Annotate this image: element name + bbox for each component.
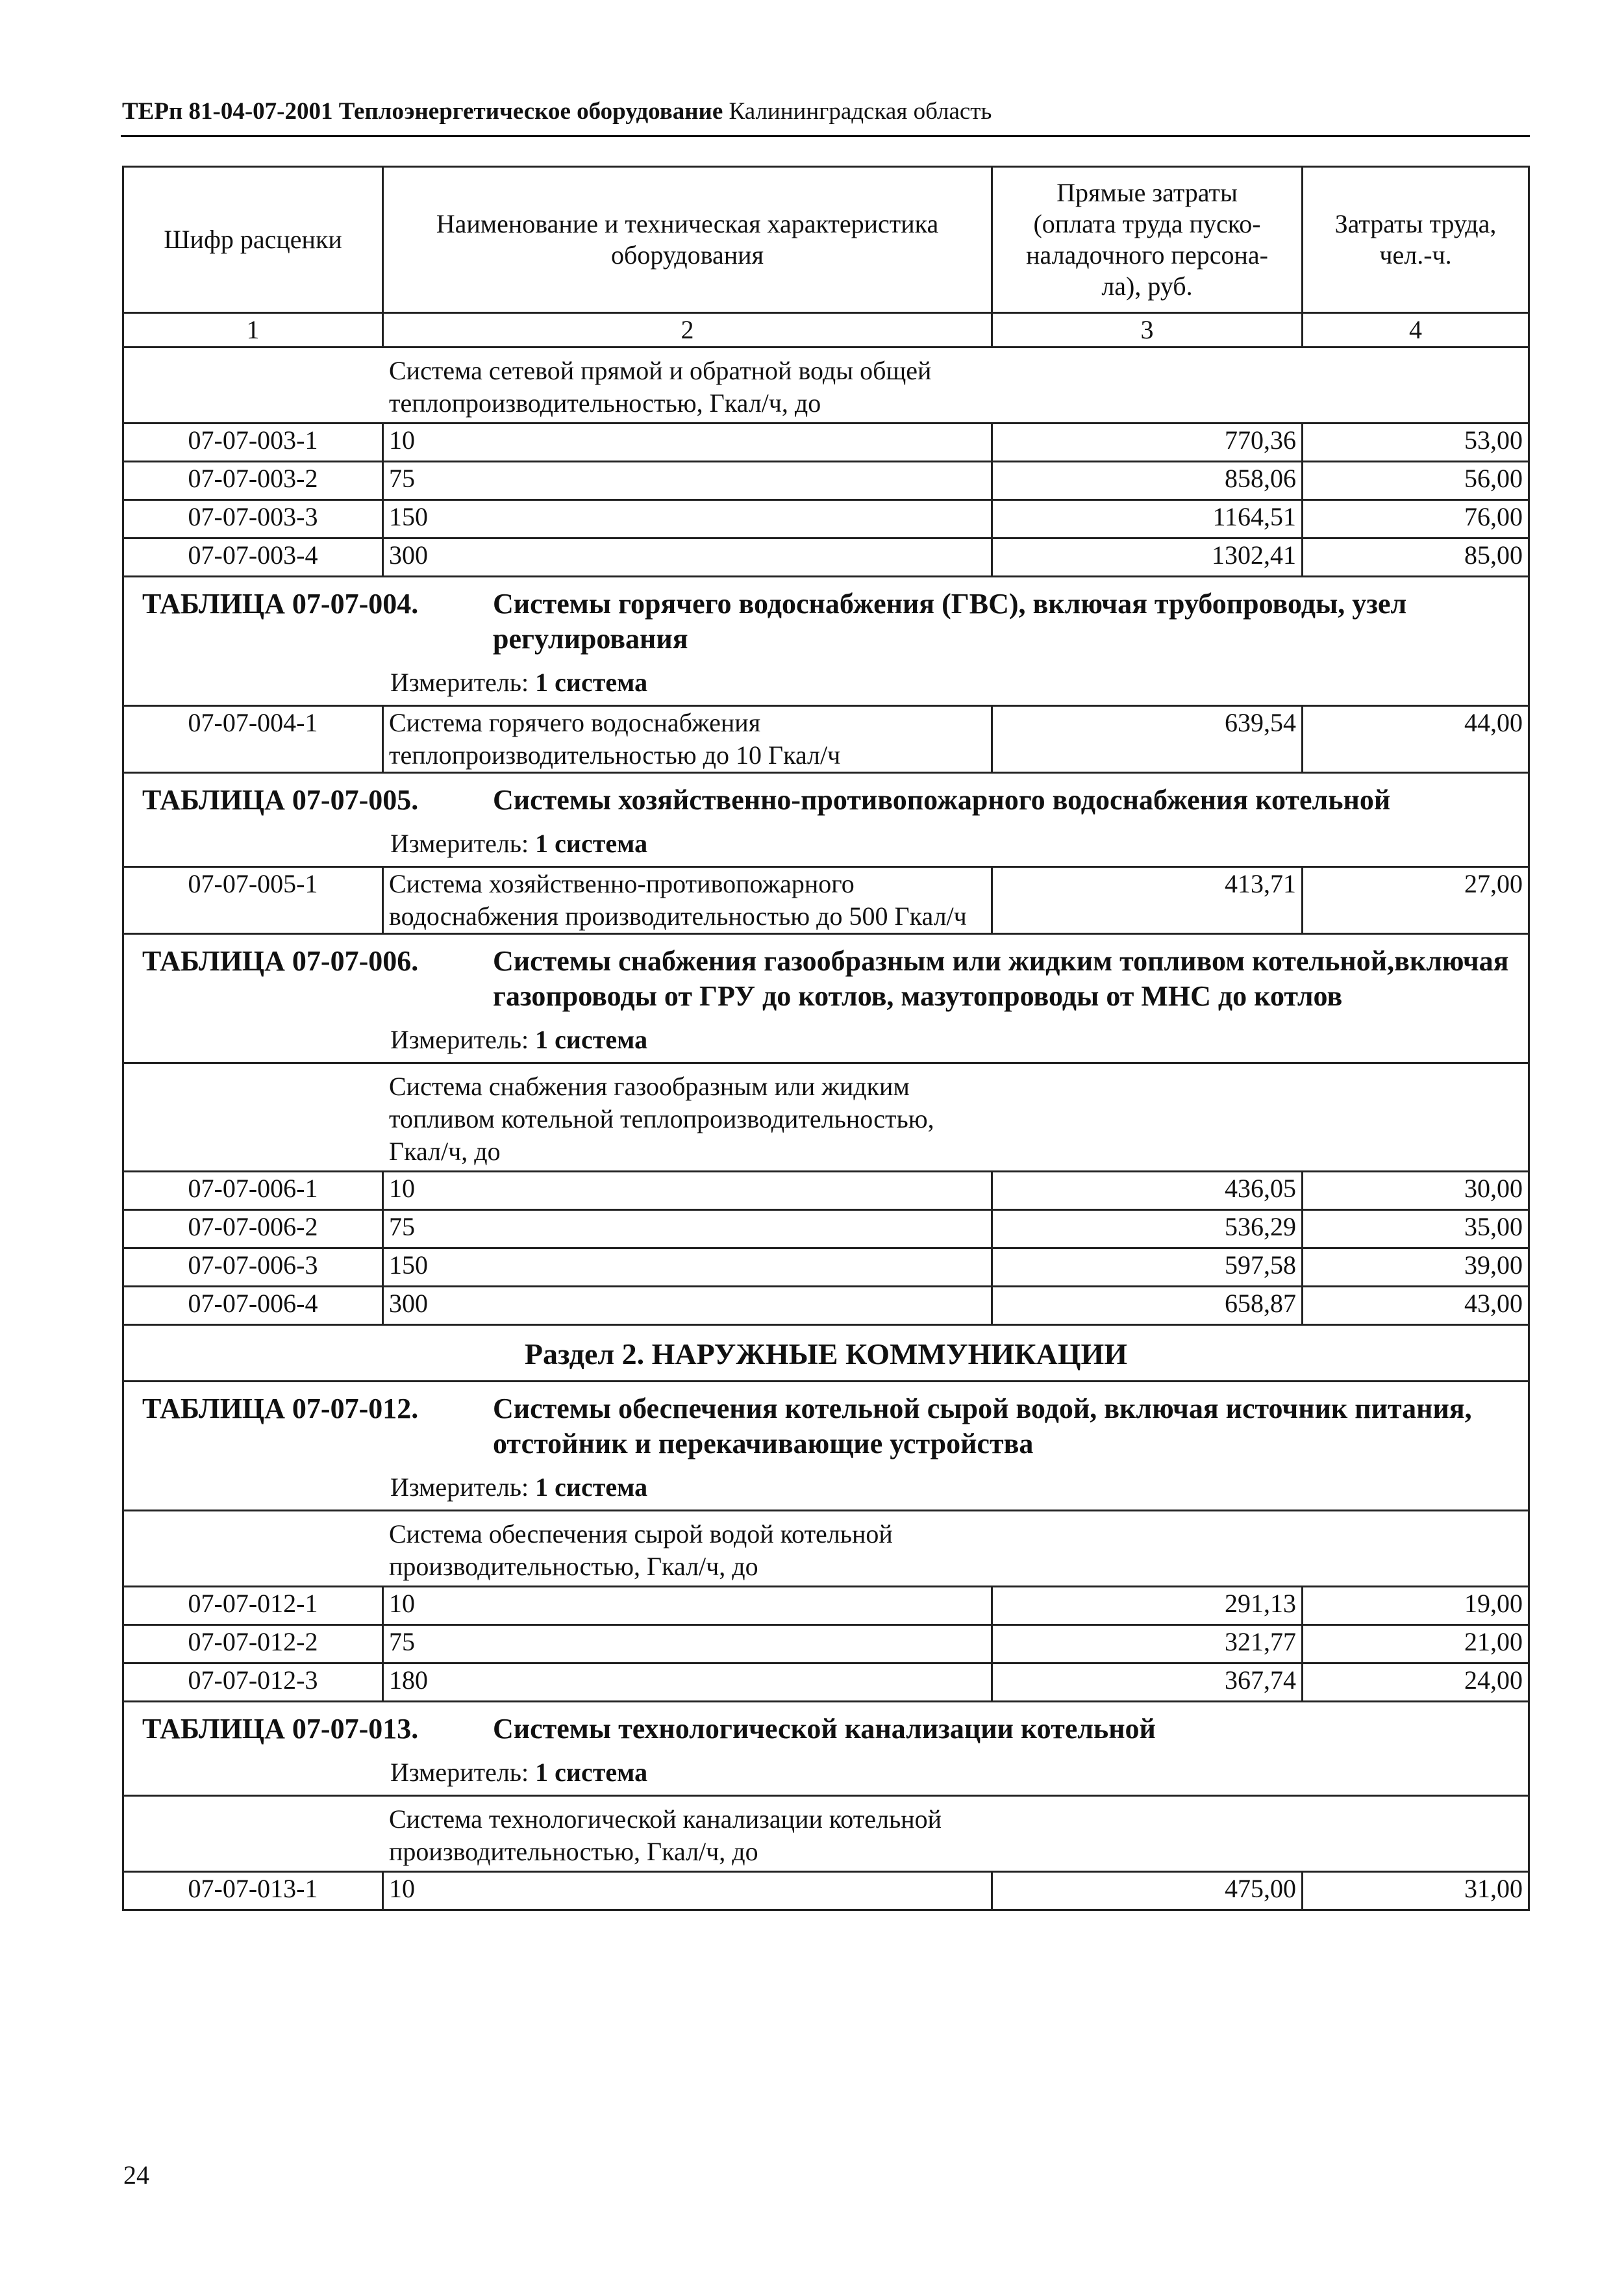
- table-row: [123, 1625, 1529, 1663]
- rate-code: 07-07-006-1: [123, 1172, 383, 1210]
- group-intro-text: Система технологической канализации котельной производительностью, Гкал/ч, до: [389, 1804, 942, 1866]
- rate-labor: 43,00: [1303, 1287, 1529, 1325]
- group-intro-row: [123, 347, 1529, 423]
- rate-name: 10: [383, 423, 992, 462]
- table-title-cell: [123, 773, 1529, 867]
- rate-cost: 413,71: [992, 867, 1303, 934]
- rate-name: 300: [383, 538, 992, 577]
- rate-code: 07-07-003-2: [123, 462, 383, 500]
- table-title: [131, 1712, 1521, 1747]
- column-header-name: Наименование и техническая характеристика оборудования: [383, 167, 992, 313]
- rate-cost: 658,87: [992, 1287, 1303, 1325]
- table-caption: Системы хозяйственно-противопожарного водоснабжения котельной: [493, 784, 1391, 816]
- measure-line: [390, 1024, 1521, 1055]
- rate-labor: 35,00: [1303, 1210, 1529, 1248]
- table-row: [123, 423, 1529, 462]
- group-intro-row: [123, 1796, 1529, 1872]
- table-title-cell: [123, 1702, 1529, 1796]
- rate-cost: 436,05: [992, 1172, 1303, 1210]
- rate-name: 75: [383, 1625, 992, 1663]
- rate-code: 07-07-003-4: [123, 538, 383, 577]
- measure-unit: 1 система: [535, 1758, 648, 1787]
- table-caption: Системы снабжения газообразным или жидким топливом котельной,включая газопроводы от ГРУ до котлов, мазутопроводы от МНС до котлов: [493, 945, 1509, 1012]
- rate-labor: 19,00: [1303, 1587, 1529, 1625]
- measure-unit: 1 система: [535, 1472, 648, 1502]
- table-row: [123, 1872, 1529, 1910]
- group-intro-text: Система снабжения газообразным или жидким топливом котельной теплопроизводительностью, Гкал/ч, до: [389, 1072, 934, 1166]
- page-header: [122, 97, 1531, 126]
- table-title: [131, 944, 1521, 1014]
- table-title-row: [123, 577, 1529, 706]
- table-title: [131, 783, 1521, 818]
- rate-cost: 321,77: [992, 1625, 1303, 1663]
- measure-label: Измеритель:: [390, 1758, 529, 1787]
- measure-line: [390, 828, 1521, 859]
- rate-labor: 44,00: [1303, 706, 1529, 773]
- rate-cost: 1164,51: [992, 500, 1303, 538]
- rate-code: 07-07-006-2: [123, 1210, 383, 1248]
- rate-name: 10: [383, 1172, 992, 1210]
- column-number: 2: [383, 313, 992, 347]
- rate-cost: 1302,41: [992, 538, 1303, 577]
- measure-label: Измеритель:: [390, 1025, 529, 1054]
- table-title-row: [123, 773, 1529, 867]
- group-intro-text: Система обеспечения сырой водой котельной производительностью, Гкал/ч, до: [389, 1519, 893, 1581]
- rate-code: 07-07-012-3: [123, 1663, 383, 1702]
- measure-line: [390, 1757, 1521, 1788]
- group-intro-text: Система сетевой прямой и обратной воды общей теплопроизводительностью, Гкал/ч, до: [389, 356, 932, 418]
- rate-labor: 31,00: [1303, 1872, 1529, 1910]
- table-title-row: [123, 1702, 1529, 1796]
- table-title-row: [123, 934, 1529, 1063]
- measure-unit: 1 система: [535, 1025, 648, 1054]
- rate-cost: 770,36: [992, 423, 1303, 462]
- table-title: [131, 587, 1521, 657]
- document-code: ТЕРп 81-04-07-2001: [122, 98, 333, 125]
- rate-cost: 597,58: [992, 1248, 1303, 1287]
- rate-name: Система хозяйственно-противопожарного водоснабжения производительностью до 500 Гкал/ч: [383, 867, 992, 934]
- group-intro-row: [123, 1063, 1529, 1172]
- rate-labor: 21,00: [1303, 1625, 1529, 1663]
- column-header-labor: Затраты труда, чел.-ч.: [1303, 167, 1529, 313]
- group-intro: [123, 1063, 1529, 1172]
- rate-name: 10: [383, 1872, 992, 1910]
- rate-cost: 367,74: [992, 1663, 1303, 1702]
- section-title: Раздел 2. НАРУЖНЫЕ КОММУНИКАЦИИ: [123, 1325, 1529, 1382]
- column-number: 4: [1303, 313, 1529, 347]
- column-header-cost: Прямые затраты (оплата труда пуско-наладочного персона-ла), руб.: [992, 167, 1303, 313]
- table-row: [123, 500, 1529, 538]
- header-rule: [121, 135, 1530, 137]
- column-header-code: Шифр расценки: [123, 167, 383, 313]
- table-row: [123, 867, 1529, 934]
- table-label: ТАБЛИЦА 07-07-004.: [142, 588, 419, 620]
- rate-labor: 27,00: [1303, 867, 1529, 934]
- rate-code: 07-07-013-1: [123, 1872, 383, 1910]
- column-number: 3: [992, 313, 1303, 347]
- rate-code: 07-07-006-4: [123, 1287, 383, 1325]
- measure-unit: 1 система: [535, 668, 648, 697]
- rate-cost: 536,29: [992, 1210, 1303, 1248]
- table-row: [123, 1172, 1529, 1210]
- page-number: 24: [123, 2160, 149, 2190]
- measure-line: [390, 1472, 1521, 1503]
- rate-name: 10: [383, 1587, 992, 1625]
- table-title-cell: [123, 934, 1529, 1063]
- measure-label: Измеритель:: [390, 668, 529, 697]
- table-header-row: [123, 167, 1529, 313]
- rate-code: 07-07-012-2: [123, 1625, 383, 1663]
- rate-cost: 475,00: [992, 1872, 1303, 1910]
- rate-name: 75: [383, 1210, 992, 1248]
- table-label: ТАБЛИЦА 07-07-012.: [142, 1393, 419, 1424]
- table-caption: Системы обеспечения котельной сырой водой, включая источник питания, отстойник и перекачивающие устройства: [493, 1393, 1472, 1459]
- table-row: [123, 706, 1529, 773]
- rate-name: Система горячего водоснабжения теплопроизводительностью до 10 Гкал/ч: [383, 706, 992, 773]
- rate-labor: 53,00: [1303, 423, 1529, 462]
- rate-labor: 85,00: [1303, 538, 1529, 577]
- group-intro: [123, 347, 1529, 423]
- rate-code: 07-07-004-1: [123, 706, 383, 773]
- column-number-row: [123, 313, 1529, 347]
- group-intro-row: [123, 1511, 1529, 1587]
- rate-name: 150: [383, 1248, 992, 1287]
- measure-line: [390, 667, 1521, 698]
- table-row: [123, 1248, 1529, 1287]
- rate-name: 180: [383, 1663, 992, 1702]
- document-title: Теплоэнергетическое оборудование: [338, 98, 723, 125]
- rate-labor: 76,00: [1303, 500, 1529, 538]
- table-row: [123, 1663, 1529, 1702]
- table-row: [123, 1210, 1529, 1248]
- group-intro: [123, 1796, 1529, 1872]
- measure-label: Измеритель:: [390, 1472, 529, 1502]
- column-number: 1: [123, 313, 383, 347]
- rate-cost: 639,54: [992, 706, 1303, 773]
- table-label: ТАБЛИЦА 07-07-005.: [142, 784, 419, 816]
- rate-labor: 24,00: [1303, 1663, 1529, 1702]
- table-title-cell: [123, 577, 1529, 706]
- rate-labor: 56,00: [1303, 462, 1529, 500]
- rate-labor: 39,00: [1303, 1248, 1529, 1287]
- table-row: [123, 462, 1529, 500]
- table-label: ТАБЛИЦА 07-07-013.: [142, 1713, 419, 1745]
- rate-name: 75: [383, 462, 992, 500]
- rate-cost: 291,13: [992, 1587, 1303, 1625]
- table-row: [123, 538, 1529, 577]
- table-title: [131, 1391, 1521, 1461]
- group-intro: [123, 1511, 1529, 1587]
- section-row: [123, 1325, 1529, 1382]
- rate-labor: 30,00: [1303, 1172, 1529, 1210]
- table-label: ТАБЛИЦА 07-07-006.: [142, 945, 419, 977]
- rate-name: 150: [383, 500, 992, 538]
- rate-name: 300: [383, 1287, 992, 1325]
- table-caption: Системы технологической канализации котельной: [493, 1713, 1156, 1745]
- rate-code: 07-07-003-3: [123, 500, 383, 538]
- measure-unit: 1 система: [535, 829, 648, 858]
- rate-code: 07-07-012-1: [123, 1587, 383, 1625]
- measure-label: Измеритель:: [390, 829, 529, 858]
- rate-code: 07-07-006-3: [123, 1248, 383, 1287]
- rate-code: 07-07-003-1: [123, 423, 383, 462]
- region: Калининградская область: [729, 98, 992, 125]
- table-caption: Системы горячего водоснабжения (ГВС), включая трубопроводы, узел регулирования: [493, 588, 1407, 655]
- price-table: [122, 166, 1530, 1911]
- table-row: [123, 1587, 1529, 1625]
- rate-code: 07-07-005-1: [123, 867, 383, 934]
- rate-cost: 858,06: [992, 462, 1303, 500]
- table-title-row: [123, 1382, 1529, 1511]
- table-title-cell: [123, 1382, 1529, 1511]
- table-row: [123, 1287, 1529, 1325]
